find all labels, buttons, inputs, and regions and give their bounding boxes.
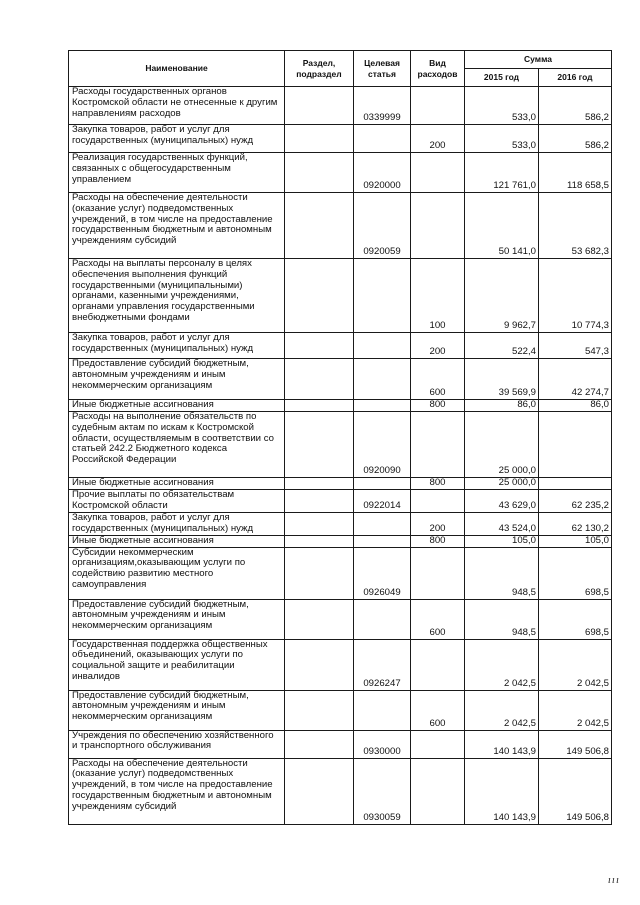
table-row <box>69 359 612 400</box>
page-corner-mark: ııı <box>607 874 620 886</box>
row-expense-type: 800 <box>411 400 465 412</box>
row-section <box>285 193 354 259</box>
table-row <box>69 412 612 478</box>
table-row <box>69 490 612 513</box>
row-target-code: 0926247 <box>354 639 411 690</box>
row-expense-type: 600 <box>411 599 465 639</box>
row-amount-2015: 25 000,0 <box>465 478 539 490</box>
row-amount-2015: 140 143,9 <box>465 758 539 824</box>
table-row <box>69 478 612 490</box>
row-amount-2016: 2 042,5 <box>539 639 612 690</box>
row-amount-2015: 533,0 <box>465 125 539 153</box>
row-target-code: 0930059 <box>354 758 411 824</box>
row-name: Прочие выплаты по обязательствам Костромской области <box>69 490 285 513</box>
row-expense-type: 200 <box>411 513 465 536</box>
table-row <box>69 730 612 758</box>
row-amount-2016: 42 274,7 <box>539 359 612 400</box>
header-expense-type: Вид расходов <box>411 51 465 87</box>
row-section <box>285 259 354 333</box>
row-amount-2015: 43 524,0 <box>465 513 539 536</box>
row-expense-type <box>411 87 465 125</box>
row-section <box>285 412 354 478</box>
budget-document <box>68 50 612 825</box>
row-expense-type <box>411 758 465 824</box>
row-expense-type: 600 <box>411 359 465 400</box>
row-section <box>285 513 354 536</box>
table-row <box>69 639 612 690</box>
row-amount-2016: 53 682,3 <box>539 193 612 259</box>
row-expense-type <box>411 153 465 193</box>
row-amount-2015: 2 042,5 <box>465 639 539 690</box>
row-expense-type <box>411 730 465 758</box>
row-target-code <box>354 690 411 730</box>
header-target: Целевая статья <box>354 51 411 87</box>
row-name: Закупка товаров, работ и услуг для государственных (муниципальных) нужд <box>69 333 285 359</box>
row-name: Расходы государственных органов Костромской области не отнесенные к другим направлениям расходов <box>69 87 285 125</box>
row-name: Закупка товаров, работ и услуг для государственных (муниципальных) нужд <box>69 125 285 153</box>
header-section: Раздел, подраздел <box>285 51 354 87</box>
row-expense-type <box>411 193 465 259</box>
row-name: Иные бюджетные ассигнования <box>69 478 285 490</box>
table-row <box>69 535 612 547</box>
row-target-code <box>354 513 411 536</box>
table-row <box>69 690 612 730</box>
row-target-code: 0922014 <box>354 490 411 513</box>
row-target-code <box>354 400 411 412</box>
row-amount-2015: 2 042,5 <box>465 690 539 730</box>
row-amount-2015: 105,0 <box>465 535 539 547</box>
row-target-code <box>354 599 411 639</box>
row-section <box>285 535 354 547</box>
row-expense-type: 800 <box>411 535 465 547</box>
row-amount-2015: 522,4 <box>465 333 539 359</box>
row-expense-type: 200 <box>411 125 465 153</box>
row-expense-type <box>411 490 465 513</box>
row-amount-2015: 86,0 <box>465 400 539 412</box>
row-name: Государственная поддержка общественных объединений, оказывающих услуги по социальной защите и реабилитации инвалидов <box>69 639 285 690</box>
row-amount-2015: 50 141,0 <box>465 193 539 259</box>
row-amount-2016: 698,5 <box>539 547 612 599</box>
row-expense-type: 100 <box>411 259 465 333</box>
row-amount-2016: 149 506,8 <box>539 758 612 824</box>
row-section <box>285 730 354 758</box>
row-section <box>285 490 354 513</box>
row-name: Предоставление субсидий бюджетным, автономным учреждениям и иным некоммерческим организациям <box>69 599 285 639</box>
table-row <box>69 153 612 193</box>
budget-table <box>68 50 612 825</box>
row-amount-2016: 10 774,3 <box>539 259 612 333</box>
header-year-2016: 2016 год <box>539 69 612 87</box>
row-target-code: 0926049 <box>354 547 411 599</box>
row-target-code <box>354 125 411 153</box>
row-amount-2015: 43 629,0 <box>465 490 539 513</box>
row-target-code <box>354 333 411 359</box>
row-target-code: 0920059 <box>354 193 411 259</box>
row-name: Расходы на выплаты персоналу в целях обеспечения выполнения функций государственными (муниципальными) органами, казенными учреждениями, органами управления государственными внебюджетными фондами <box>69 259 285 333</box>
row-expense-type: 800 <box>411 478 465 490</box>
row-amount-2015: 9 962,7 <box>465 259 539 333</box>
header-sum: Сумма <box>465 51 612 69</box>
row-expense-type: 600 <box>411 690 465 730</box>
row-section <box>285 547 354 599</box>
row-amount-2016: 62 235,2 <box>539 490 612 513</box>
row-target-code <box>354 259 411 333</box>
table-row <box>69 87 612 125</box>
row-target-code <box>354 359 411 400</box>
row-name: Реализация государственных функций, связанных с общегосударственным управлением <box>69 153 285 193</box>
row-amount-2016: 62 130,2 <box>539 513 612 536</box>
row-amount-2015: 140 143,9 <box>465 730 539 758</box>
row-name: Предоставление субсидий бюджетным, автономным учреждениям и иным некоммерческим организациям <box>69 690 285 730</box>
row-amount-2016: 118 658,5 <box>539 153 612 193</box>
row-amount-2016: 547,3 <box>539 333 612 359</box>
row-expense-type <box>411 412 465 478</box>
table-row <box>69 513 612 536</box>
row-section <box>285 359 354 400</box>
row-name: Иные бюджетные ассигнования <box>69 535 285 547</box>
header-name: Наименование <box>69 51 285 87</box>
row-amount-2016: 86,0 <box>539 400 612 412</box>
row-amount-2016: 698,5 <box>539 599 612 639</box>
row-section <box>285 87 354 125</box>
row-amount-2016: 586,2 <box>539 87 612 125</box>
row-section <box>285 153 354 193</box>
row-name: Иные бюджетные ассигнования <box>69 400 285 412</box>
row-target-code: 0930000 <box>354 730 411 758</box>
row-section <box>285 400 354 412</box>
table-row <box>69 400 612 412</box>
row-section <box>285 599 354 639</box>
row-name: Закупка товаров, работ и услуг для государственных (муниципальных) нужд <box>69 513 285 536</box>
table-row <box>69 599 612 639</box>
row-section <box>285 478 354 490</box>
row-section <box>285 639 354 690</box>
row-name: Предоставление субсидий бюджетным, автономным учреждениям и иным некоммерческим организациям <box>69 359 285 400</box>
table-row <box>69 547 612 599</box>
table-row <box>69 333 612 359</box>
row-amount-2016 <box>539 412 612 478</box>
table-row <box>69 125 612 153</box>
row-target-code: 0920000 <box>354 153 411 193</box>
row-amount-2015: 39 569,9 <box>465 359 539 400</box>
row-name: Расходы на обеспечение деятельности (оказание услуг) подведомственных учреждений, в том числе на предоставление государственным бюджетным и автономным учреждениям субсидий <box>69 758 285 824</box>
row-name: Расходы на выполнение обязательств по судебным актам по искам к Костромской области, осуществляемым в соответствии со статьей 242.2 Бюджетного кодекса Российской Федерации <box>69 412 285 478</box>
row-name: Расходы на обеспечение деятельности (оказание услуг) подведомственных учреждений, в том числе на предоставление государственным бюджетным и автономным учреждениям субсидий <box>69 193 285 259</box>
row-section <box>285 333 354 359</box>
row-target-code: 0339999 <box>354 87 411 125</box>
row-target-code <box>354 535 411 547</box>
row-target-code <box>354 478 411 490</box>
row-amount-2016: 2 042,5 <box>539 690 612 730</box>
table-row <box>69 758 612 824</box>
row-expense-type <box>411 547 465 599</box>
table-body <box>69 87 612 825</box>
row-section <box>285 758 354 824</box>
row-section <box>285 690 354 730</box>
row-amount-2016: 105,0 <box>539 535 612 547</box>
row-name: Учреждения по обеспечению хозяйственного и транспортного обслуживания <box>69 730 285 758</box>
table-row <box>69 193 612 259</box>
row-amount-2015: 25 000,0 <box>465 412 539 478</box>
row-section <box>285 125 354 153</box>
row-amount-2015: 948,5 <box>465 547 539 599</box>
row-name: Субсидии некоммерческим организациям,оказывающим услуги по содействию развитию местного самоуправления <box>69 547 285 599</box>
row-amount-2015: 533,0 <box>465 87 539 125</box>
table-row <box>69 259 612 333</box>
header-year-2015: 2015 год <box>465 69 539 87</box>
row-expense-type: 200 <box>411 333 465 359</box>
row-amount-2016: 149 506,8 <box>539 730 612 758</box>
row-amount-2015: 948,5 <box>465 599 539 639</box>
row-amount-2016 <box>539 478 612 490</box>
row-amount-2016: 586,2 <box>539 125 612 153</box>
row-target-code: 0920090 <box>354 412 411 478</box>
row-amount-2015: 121 761,0 <box>465 153 539 193</box>
row-expense-type <box>411 639 465 690</box>
